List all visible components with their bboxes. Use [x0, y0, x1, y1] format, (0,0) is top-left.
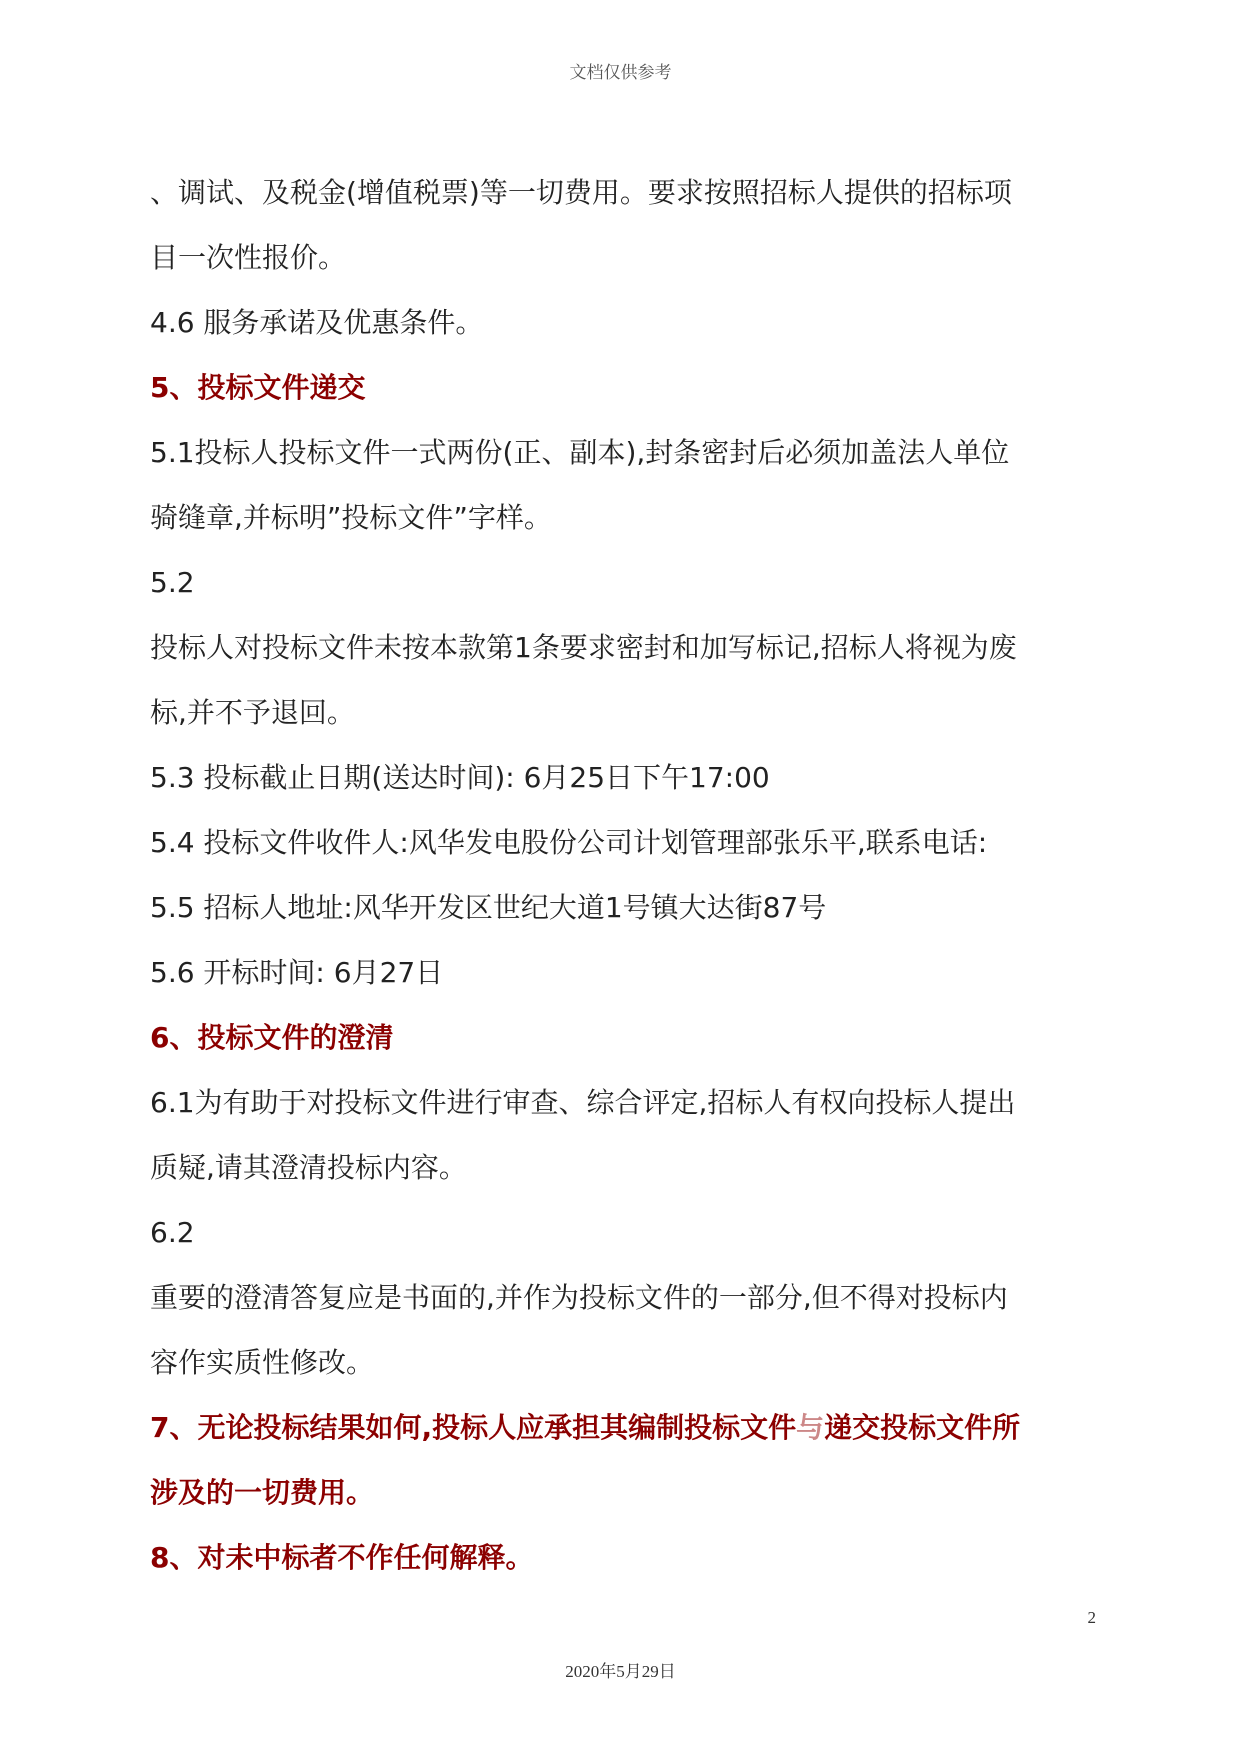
heading-text: 7、无论投标结果如何,投标人应承担其编制投标文件	[150, 1411, 797, 1444]
body-line: 5.4 投标文件收件人:风华发电股份公司计划管理部张乐平,联系电话:	[150, 826, 988, 859]
section-heading: 5、投标文件递交	[150, 371, 366, 404]
heading-text: 递交投标文件所	[824, 1411, 1021, 1444]
body-line: 5.6 开标时间: 6月27日	[150, 956, 444, 989]
page-number: 2	[1087, 1608, 1096, 1627]
body-line: 投标人对投标文件未按本款第1条要求密封和加写标记,招标人将视为废	[150, 631, 1017, 664]
body-line: 5.3 投标截止日期(送达时间): 6月25日下午17:00	[150, 761, 770, 794]
body-line: 、调试、及税金(增值税票)等一切费用。要求按照招标人提供的招标项	[150, 176, 1012, 209]
body-line: 4.6 服务承诺及优惠条件。	[150, 306, 484, 339]
section-heading: 6、投标文件的澄清	[150, 1021, 394, 1054]
footer-date: 2020年5月29日	[565, 1662, 676, 1681]
document-body	[150, 160, 1095, 1590]
section-heading: 涉及的一切费用。	[150, 1476, 375, 1509]
body-line: 6.2	[150, 1216, 195, 1249]
body-line: 质疑,请其澄清投标内容。	[150, 1151, 467, 1184]
heading-text-light: 与	[796, 1411, 825, 1444]
section-heading: 8、对未中标者不作任何解释。	[150, 1541, 534, 1574]
body-line: 5.5 招标人地址:风华开发区世纪大道1号镇大达街87号	[150, 891, 827, 924]
body-line: 目一次性报价。	[150, 241, 347, 274]
body-line: 5.1投标人投标文件一式两份(正、副本),封条密封后必须加盖法人单位	[150, 436, 1010, 469]
body-line: 容作实质性修改。	[150, 1346, 375, 1379]
body-line: 6.1为有助于对投标文件进行审查、综合评定,招标人有权向投标人提出	[150, 1086, 1016, 1119]
body-line: 骑缝章,并标明”投标文件”字样。	[150, 501, 552, 534]
header-note: 文档仅供参考	[569, 63, 672, 82]
body-line: 重要的澄清答复应是书面的,并作为投标文件的一部分,但不得对投标内	[150, 1281, 1008, 1314]
body-line: 5.2	[150, 566, 195, 599]
section-heading	[150, 1395, 1095, 1460]
body-line: 标,并不予退回。	[150, 696, 355, 729]
